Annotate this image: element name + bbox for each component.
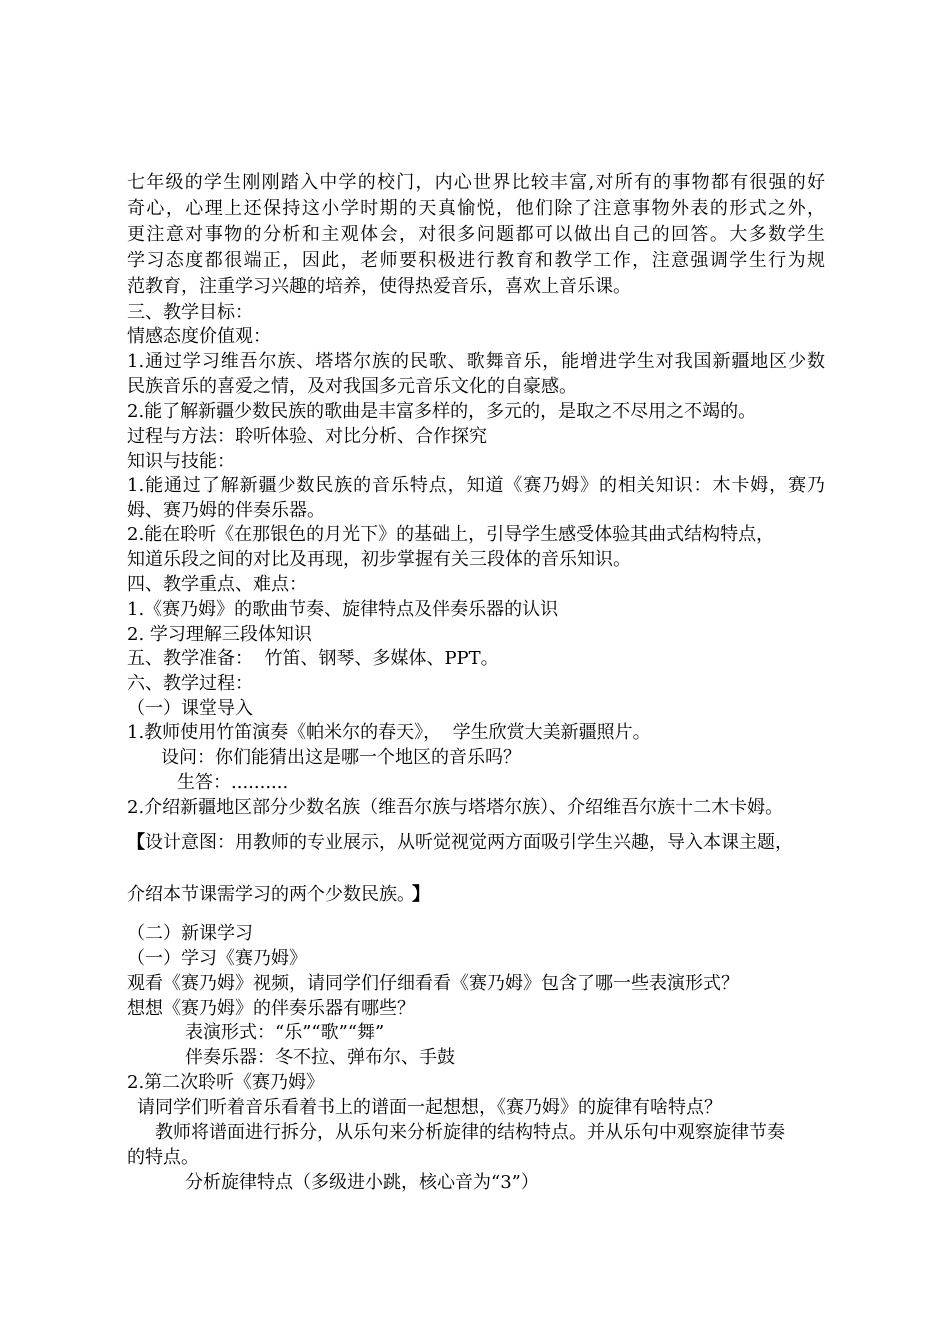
skill-item-1-cont: 姆、赛乃姆的伴奏乐器。: [127, 500, 325, 521]
design-open-bracket: 【: [127, 832, 145, 853]
design-intent-text-1: 设计意图：用教师的专业展示，从听觉视觉两方面吸引学生兴趣，导入本课主题，: [145, 832, 793, 853]
key-point-1: 1.《赛乃姆》的歌曲节奏、旋律特点及伴奏乐器的认识: [127, 599, 559, 620]
listen-question: 请同学们听着音乐看着书上的谱面一起想想，《赛乃姆》的旋律有啥特点？: [137, 1097, 722, 1118]
question-line: 设问：你们能猜出这是哪一个地区的音乐吗？: [161, 747, 521, 768]
answer-line: 生答：..........: [177, 772, 289, 793]
intro-paragraph-line: 更注意对事物的分析和主观体会，对很多问题都可以做出自己的回答。大多数学生: [127, 224, 825, 245]
section-6-heading: 六、教学过程：: [127, 673, 253, 694]
skill-item-1: 1.能通过了解新疆少数民族的音乐特点，知道《赛乃姆》的相关知识：木卡姆，赛乃: [127, 475, 825, 496]
intro-paragraph-line: 学习态度都很端正，因此，老师要积极进行教育和教学工作，注意强调学生行为规: [127, 250, 825, 271]
learn-heading: （一）学习《赛乃姆》: [127, 948, 307, 969]
section-3-heading: 三、教学目标：: [127, 302, 253, 323]
intro-paragraph-line: 奇心，心理上还保持这小学时期的天真愉悦，他们除了注意事物外表的形式之外，: [127, 198, 825, 219]
section-5-preparation: 五、教学准备： 竹笛、钢琴、多媒体、PPT。: [127, 648, 499, 669]
key-point-2: 2. 学习理解三段体知识: [127, 624, 312, 645]
skill-heading: 知识与技能：: [127, 451, 235, 472]
melody-analysis: 分析旋律特点（多级进小跳，核心音为“3”）: [185, 1172, 539, 1193]
intro-step-1: 1.教师使用竹笛演奏《帕米尔的春天》， 学生欣赏大美新疆照片。: [127, 722, 651, 743]
part-1-heading: （一）课堂导入: [127, 698, 253, 719]
emotion-item-1-cont: 民族音乐的喜爱之情，及对我国多元音乐文化的自豪感。: [127, 376, 577, 397]
intro-paragraph-line: 范教育，注重学习兴趣的培养，使得热爱音乐，喜欢上音乐课。: [127, 276, 631, 297]
process-method: 过程与方法：聆听体验、对比分析、合作探究: [127, 426, 487, 447]
intro-step-2: 2.介绍新疆地区部分少数名族（维吾尔族与塔塔尔族）、介绍维吾尔族十二木卡姆。: [127, 797, 784, 818]
teacher-split-line-1: 教师将谱面进行拆分，从乐句来分析旋律的结构特点。并从乐句中观察旋律节奏: [155, 1122, 785, 1143]
performance-forms: 表演形式：“乐”“歌”“舞”: [185, 1022, 385, 1043]
emotion-heading: 情感态度价值观：: [127, 326, 271, 347]
watch-instruction: 观看《赛乃姆》视频，请同学们仔细看看《赛乃姆》包含了哪一些表演形式？: [127, 973, 739, 994]
skill-item-2: 2.能在聆听《在那银色的月光下》的基础上，引导学生感受体验其曲式结构特点，: [127, 524, 775, 545]
second-listen-heading: 2.第二次聆听《赛乃姆》: [127, 1072, 325, 1093]
part-2-heading: （二）新课学习: [127, 923, 253, 944]
design-intent-text-2: 介绍本节课需学习的两个少数民族。: [127, 884, 406, 905]
skill-item-2-cont: 知道乐段之间的对比及再现，初步掌握有关三段体的音乐知识。: [127, 549, 631, 570]
design-close-bracket: 】: [412, 884, 430, 905]
emotion-item-2: 2.能了解新疆少数民族的歌曲是丰富多样的，多元的，是取之不尽用之不竭的。: [127, 401, 757, 422]
accompaniment-instruments: 伴奏乐器：冬不拉、弹布尔、手鼓: [185, 1047, 455, 1068]
design-intent-line-1: [127, 830, 827, 856]
intro-paragraph-line: 七年级的学生刚刚踏入中学的校门，内心世界比较丰富,对所有的事物都有很强的好: [127, 172, 825, 193]
emotion-item-1: 1.通过学习维吾尔族、塔塔尔族的民歌、歌舞音乐，能增进学生对我国新疆地区少数: [127, 351, 825, 372]
teacher-split-line-2: 的特点。: [127, 1147, 199, 1168]
think-instruction: 想想《赛乃姆》的伴奏乐器有哪些？: [127, 998, 415, 1019]
design-intent-line-2: [127, 882, 430, 908]
section-4-heading: 四、教学重点、难点：: [127, 574, 307, 595]
